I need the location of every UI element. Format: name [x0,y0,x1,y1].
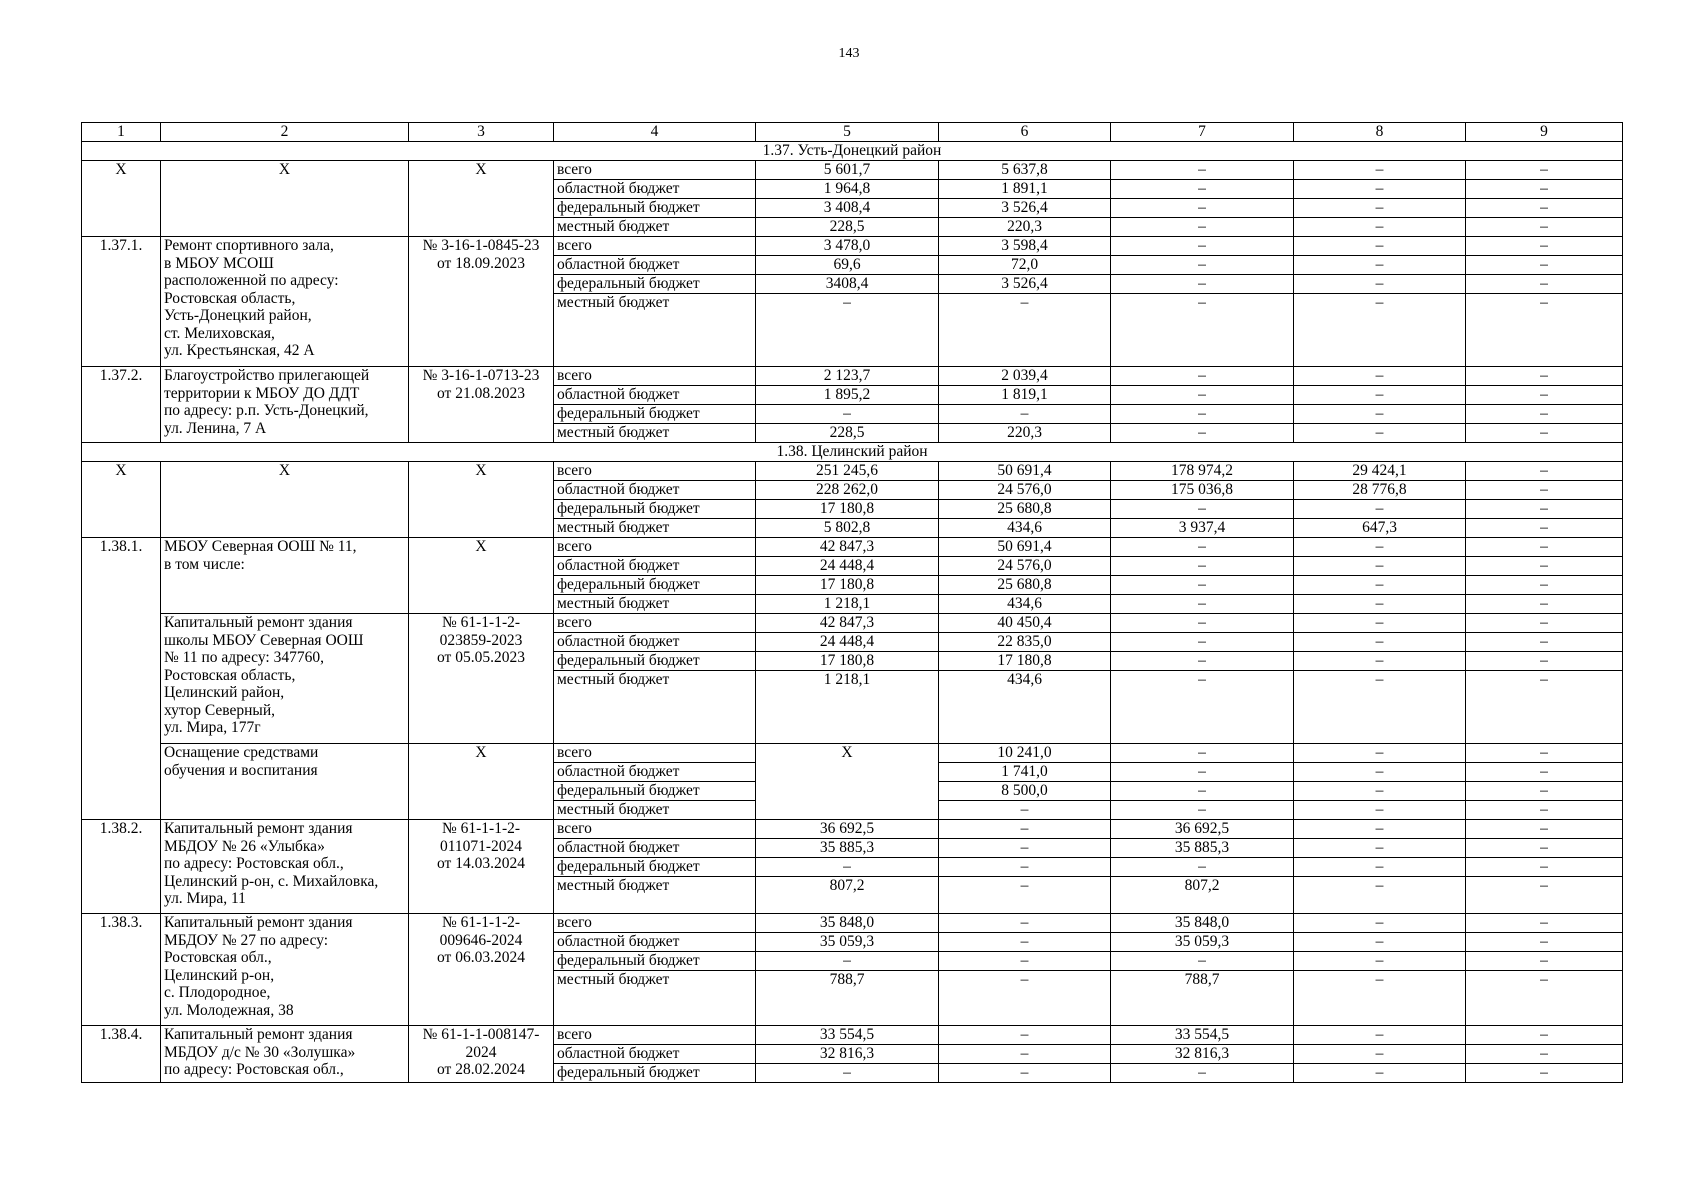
budget-label: всего [554,462,756,481]
budget-label: всего [554,744,756,763]
value-cell: – [939,294,1111,367]
section-title: 1.38. Целинский район [82,443,1623,462]
value-cell: – [1294,952,1466,971]
value-cell: 807,2 [1111,877,1294,914]
value-cell: – [1294,763,1466,782]
budget-label: федеральный бюджет [554,952,756,971]
item-name: Капитальный ремонт здания школы МБОУ Северная ООШ № 11 по адресу: 347760, Ростовская область, Целинский район, хутор Северный, ул. Мира, 177г [161,614,409,744]
value-cell: – [1466,633,1623,652]
value-cell: – [1111,180,1294,199]
value-cell: 2 123,7 [756,367,939,386]
section-row [82,443,1623,462]
value-cell: 3 598,4 [939,237,1111,256]
value-cell: – [1294,557,1466,576]
value-cell: – [1466,971,1623,1026]
value-cell: 10 241,0 [939,744,1111,763]
budget-label: областной бюджет [554,763,756,782]
value-cell: 1 819,1 [939,386,1111,405]
value-cell: 35 848,0 [1111,914,1294,933]
value-cell: – [1294,275,1466,294]
value-cell: 50 691,4 [939,462,1111,481]
value-cell: – [1466,782,1623,801]
value-cell: – [1111,256,1294,275]
value-cell: – [1294,180,1466,199]
budget-label: местный бюджет [554,218,756,237]
budget-label: федеральный бюджет [554,405,756,424]
value-cell: 35 059,3 [1111,933,1294,952]
budget-label: всего [554,237,756,256]
value-cell: 220,3 [939,424,1111,443]
budget-label: всего [554,367,756,386]
value-cell: – [1294,744,1466,763]
value-cell: – [1294,1026,1466,1045]
value-cell: – [1466,858,1623,877]
value-cell: – [1294,405,1466,424]
value-cell: – [939,877,1111,914]
value-cell: – [1466,538,1623,557]
value-cell: – [1294,199,1466,218]
value-cell: – [1111,595,1294,614]
value-cell: 175 036,8 [1111,481,1294,500]
value-cell: – [1294,652,1466,671]
value-cell: – [1111,671,1294,744]
value-cell: 8 500,0 [939,782,1111,801]
value-cell: 35 885,3 [1111,839,1294,858]
value-cell: 3 937,4 [1111,519,1294,538]
value-cell: – [1111,652,1294,671]
value-cell: – [1466,1064,1623,1083]
value-cell: 5 802,8 [756,519,939,538]
value-cell: 434,6 [939,519,1111,538]
budget-label: всего [554,538,756,557]
value-cell: – [1294,218,1466,237]
value-cell: 1 964,8 [756,180,939,199]
budget-label: областной бюджет [554,839,756,858]
value-cell: 1 218,1 [756,595,939,614]
item-name: Оснащение средствами обучения и воспитания [161,744,409,820]
value-cell: – [1294,1045,1466,1064]
column-header: 2 [161,123,409,142]
value-cell: 2 039,4 [939,367,1111,386]
value-cell: 25 680,8 [939,500,1111,519]
value-cell: – [1466,952,1623,971]
value-cell: – [1294,858,1466,877]
value-cell: – [1294,237,1466,256]
value-cell: – [939,971,1111,1026]
budget-table [81,122,1623,1083]
value-cell: 17 180,8 [756,652,939,671]
value-cell: – [1111,858,1294,877]
value-cell: 40 450,4 [939,614,1111,633]
value-cell: 1 741,0 [939,763,1111,782]
document-number: № 3-16-1-0845-23 от 18.09.2023 [409,237,554,367]
value-cell: – [1466,1045,1623,1064]
value-cell: – [1111,367,1294,386]
value-cell: 24 448,4 [756,633,939,652]
value-cell: – [1111,538,1294,557]
value-cell: 5 601,7 [756,161,939,180]
value-cell: 33 554,5 [756,1026,939,1045]
budget-label: областной бюджет [554,180,756,199]
value-cell: – [1294,933,1466,952]
value-cell: – [1294,971,1466,1026]
value-cell: – [756,1064,939,1083]
budget-label: федеральный бюджет [554,782,756,801]
value-cell: 251 245,6 [756,462,939,481]
value-cell: – [1294,576,1466,595]
document-number: X [409,161,554,237]
value-cell: – [1294,294,1466,367]
value-cell: – [1111,952,1294,971]
value-cell: – [1466,1026,1623,1045]
value-cell: 42 847,3 [756,614,939,633]
value-cell: 807,2 [756,877,939,914]
value-cell: – [1294,914,1466,933]
value-cell: X [756,744,939,820]
value-cell: 434,6 [939,595,1111,614]
budget-label: местный бюджет [554,595,756,614]
budget-label: областной бюджет [554,933,756,952]
value-cell: 24 576,0 [939,557,1111,576]
value-cell: 33 554,5 [1111,1026,1294,1045]
value-cell: – [756,294,939,367]
column-header: 3 [409,123,554,142]
value-cell: – [1466,744,1623,763]
value-cell: 434,6 [939,671,1111,744]
budget-label: всего [554,914,756,933]
column-header: 4 [554,123,756,142]
item-number: 1.38.3. [82,914,161,1026]
item-number: 1.38.2. [82,820,161,914]
document-number: № 61-1-1-2- 023859-2023 от 05.05.2023 [409,614,554,744]
value-cell: – [939,933,1111,952]
item-number: 1.37.1. [82,237,161,367]
value-cell: – [756,405,939,424]
value-cell: – [1294,595,1466,614]
value-cell: – [1294,877,1466,914]
value-cell: – [1466,199,1623,218]
value-cell: – [1111,275,1294,294]
table-row [82,914,1623,933]
value-cell: – [1294,801,1466,820]
value-cell: – [1294,614,1466,633]
value-cell: 28 776,8 [1294,481,1466,500]
value-cell: – [1111,237,1294,256]
value-cell: – [1466,161,1623,180]
value-cell: – [1111,199,1294,218]
column-header: 5 [756,123,939,142]
column-header: 7 [1111,123,1294,142]
item-name: Капитальный ремонт здания МБДОУ д/с № 30 «Золушка» по адресу: Ростовская обл., [161,1026,409,1083]
value-cell: – [939,914,1111,933]
value-cell: 788,7 [756,971,939,1026]
document-number: № 3-16-1-0713-23 от 21.08.2023 [409,367,554,443]
table-row [82,367,1623,386]
value-cell: 50 691,4 [939,538,1111,557]
value-cell: – [1111,744,1294,763]
value-cell: 3 408,4 [756,199,939,218]
value-cell: – [1466,294,1623,367]
item-name: Капитальный ремонт здания МБДОУ № 26 «Улыбка» по адресу: Ростовская обл., Целинский р-он, с. Михайловка, ул. Мира, 11 [161,820,409,914]
document-number: X [409,462,554,538]
table-row [82,538,1623,557]
item-name: X [161,161,409,237]
budget-label: областной бюджет [554,557,756,576]
budget-label: местный бюджет [554,801,756,820]
value-cell: – [1111,500,1294,519]
value-cell: – [1111,614,1294,633]
value-cell: – [1466,671,1623,744]
value-cell: 1 895,2 [756,386,939,405]
value-cell: – [756,952,939,971]
value-cell: 5 637,8 [939,161,1111,180]
value-cell: – [1111,1064,1294,1083]
value-cell: – [1466,933,1623,952]
value-cell: – [1294,671,1466,744]
table-row [82,1026,1623,1045]
value-cell: – [1294,500,1466,519]
value-cell: – [1466,820,1623,839]
item-name: Благоустройство прилегающей территории к МБОУ ДО ДДТ по адресу: р.п. Усть-Донецкий, ул. Ленина, 7 А [161,367,409,443]
value-cell: – [939,801,1111,820]
document-number: № 61-1-1-2- 009646-2024 от 06.03.2024 [409,914,554,1026]
table-row [82,462,1623,481]
value-cell: – [939,1045,1111,1064]
budget-label: областной бюджет [554,481,756,500]
value-cell: 3408,4 [756,275,939,294]
table-body [82,123,1623,1083]
value-cell: – [1111,386,1294,405]
value-cell: 36 692,5 [756,820,939,839]
value-cell: 178 974,2 [1111,462,1294,481]
value-cell: 3 478,0 [756,237,939,256]
value-cell: – [1466,557,1623,576]
document-number: X [409,744,554,820]
section-title: 1.37. Усть-Донецкий район [82,142,1623,161]
value-cell: 647,3 [1294,519,1466,538]
item-name: Капитальный ремонт здания МБДОУ № 27 по адресу: Ростовская обл., Целинский р-он, с. Плодородное, ул. Молодежная, 38 [161,914,409,1026]
value-cell: – [1466,180,1623,199]
budget-label: всего [554,614,756,633]
value-cell: – [1466,614,1623,633]
value-cell: – [939,1026,1111,1045]
budget-label: областной бюджет [554,386,756,405]
header-row [82,123,1623,142]
value-cell: – [939,952,1111,971]
value-cell: – [1466,500,1623,519]
value-cell: – [1294,538,1466,557]
value-cell: – [1466,256,1623,275]
value-cell: 17 180,8 [756,576,939,595]
value-cell: 72,0 [939,256,1111,275]
value-cell: 788,7 [1111,971,1294,1026]
value-cell: – [939,820,1111,839]
value-cell: – [1294,839,1466,858]
value-cell: – [1466,424,1623,443]
value-cell: 1 891,1 [939,180,1111,199]
value-cell: – [939,858,1111,877]
value-cell: – [1111,557,1294,576]
item-name: МБОУ Северная ООШ № 11, в том числе: [161,538,409,614]
value-cell: 228,5 [756,424,939,443]
budget-label: областной бюджет [554,633,756,652]
value-cell: – [1466,914,1623,933]
value-cell: – [1466,877,1623,914]
value-cell: 35 059,3 [756,933,939,952]
table-row [82,744,1623,763]
item-number: 1.37.2. [82,367,161,443]
budget-label: федеральный бюджет [554,1064,756,1083]
value-cell: – [756,858,939,877]
table-row [82,161,1623,180]
value-cell: 3 526,4 [939,199,1111,218]
column-header: 1 [82,123,161,142]
document-number: № 61-1-1-2- 011071-2024 от 14.03.2024 [409,820,554,914]
value-cell: – [1466,386,1623,405]
value-cell: 29 424,1 [1294,462,1466,481]
value-cell: – [1111,294,1294,367]
value-cell: 36 692,5 [1111,820,1294,839]
value-cell: 32 816,3 [1111,1045,1294,1064]
budget-label: федеральный бюджет [554,275,756,294]
value-cell: – [1466,405,1623,424]
value-cell: 3 526,4 [939,275,1111,294]
document-number: № 61-1-1-008147- 2024 от 28.02.2024 [409,1026,554,1083]
value-cell: – [1466,763,1623,782]
budget-label: федеральный бюджет [554,652,756,671]
value-cell: 22 835,0 [939,633,1111,652]
value-cell: 24 576,0 [939,481,1111,500]
budget-label: местный бюджет [554,294,756,367]
item-number: 1.38.4. [82,1026,161,1083]
value-cell: – [1294,424,1466,443]
value-cell: – [1294,820,1466,839]
value-cell: – [1111,576,1294,595]
value-cell: – [1466,576,1623,595]
value-cell: 24 448,4 [756,557,939,576]
value-cell: – [1466,801,1623,820]
item-number: X [82,462,161,538]
value-cell: – [1111,405,1294,424]
value-cell: – [1294,782,1466,801]
value-cell: – [1466,519,1623,538]
value-cell: – [1111,782,1294,801]
column-header: 9 [1466,123,1623,142]
budget-label: местный бюджет [554,671,756,744]
value-cell: – [1111,801,1294,820]
budget-label: федеральный бюджет [554,199,756,218]
budget-label: местный бюджет [554,971,756,1026]
value-cell: – [1111,218,1294,237]
value-cell: – [1294,256,1466,275]
table-row [82,614,1623,633]
value-cell: 1 218,1 [756,671,939,744]
item-name: X [161,462,409,538]
page-number: 143 [838,46,860,61]
value-cell: 35 885,3 [756,839,939,858]
budget-label: всего [554,1026,756,1045]
value-cell: – [1466,595,1623,614]
column-header: 6 [939,123,1111,142]
value-cell: – [1466,652,1623,671]
value-cell: 32 816,3 [756,1045,939,1064]
budget-label: местный бюджет [554,424,756,443]
value-cell: – [1466,839,1623,858]
value-cell: 17 180,8 [756,500,939,519]
value-cell: – [1466,218,1623,237]
value-cell: 35 848,0 [756,914,939,933]
value-cell: – [1294,367,1466,386]
value-cell: – [939,1064,1111,1083]
value-cell: – [1111,161,1294,180]
budget-label: федеральный бюджет [554,576,756,595]
budget-label: всего [554,820,756,839]
value-cell: – [1111,763,1294,782]
section-row [82,142,1623,161]
value-cell: 42 847,3 [756,538,939,557]
budget-label: областной бюджет [554,256,756,275]
budget-label: всего [554,161,756,180]
value-cell: 69,6 [756,256,939,275]
value-cell: – [1466,481,1623,500]
budget-label: федеральный бюджет [554,500,756,519]
budget-label: федеральный бюджет [554,858,756,877]
budget-label: местный бюджет [554,519,756,538]
item-name: Ремонт спортивного зала, в МБОУ МСОШ расположенной по адресу: Ростовская область, Усть-Донецкий район, ст. Мелиховская, ул. Крестьянская, 42 А [161,237,409,367]
value-cell: – [1466,462,1623,481]
document-number: X [409,538,554,614]
table-row [82,820,1623,839]
value-cell: – [1466,367,1623,386]
budget-label: областной бюджет [554,1045,756,1064]
value-cell: – [1294,161,1466,180]
value-cell: – [939,839,1111,858]
value-cell: 25 680,8 [939,576,1111,595]
value-cell: – [1111,633,1294,652]
column-header: 8 [1294,123,1466,142]
value-cell: – [939,405,1111,424]
table-row [82,237,1623,256]
budget-label: местный бюджет [554,877,756,914]
item-number: 1.38.1. [82,538,161,820]
value-cell: – [1466,275,1623,294]
item-number: X [82,161,161,237]
value-cell: – [1294,386,1466,405]
value-cell: 17 180,8 [939,652,1111,671]
value-cell: 220,3 [939,218,1111,237]
value-cell: 228 262,0 [756,481,939,500]
value-cell: – [1111,424,1294,443]
value-cell: – [1294,633,1466,652]
value-cell: – [1466,237,1623,256]
value-cell: 228,5 [756,218,939,237]
value-cell: – [1294,1064,1466,1083]
